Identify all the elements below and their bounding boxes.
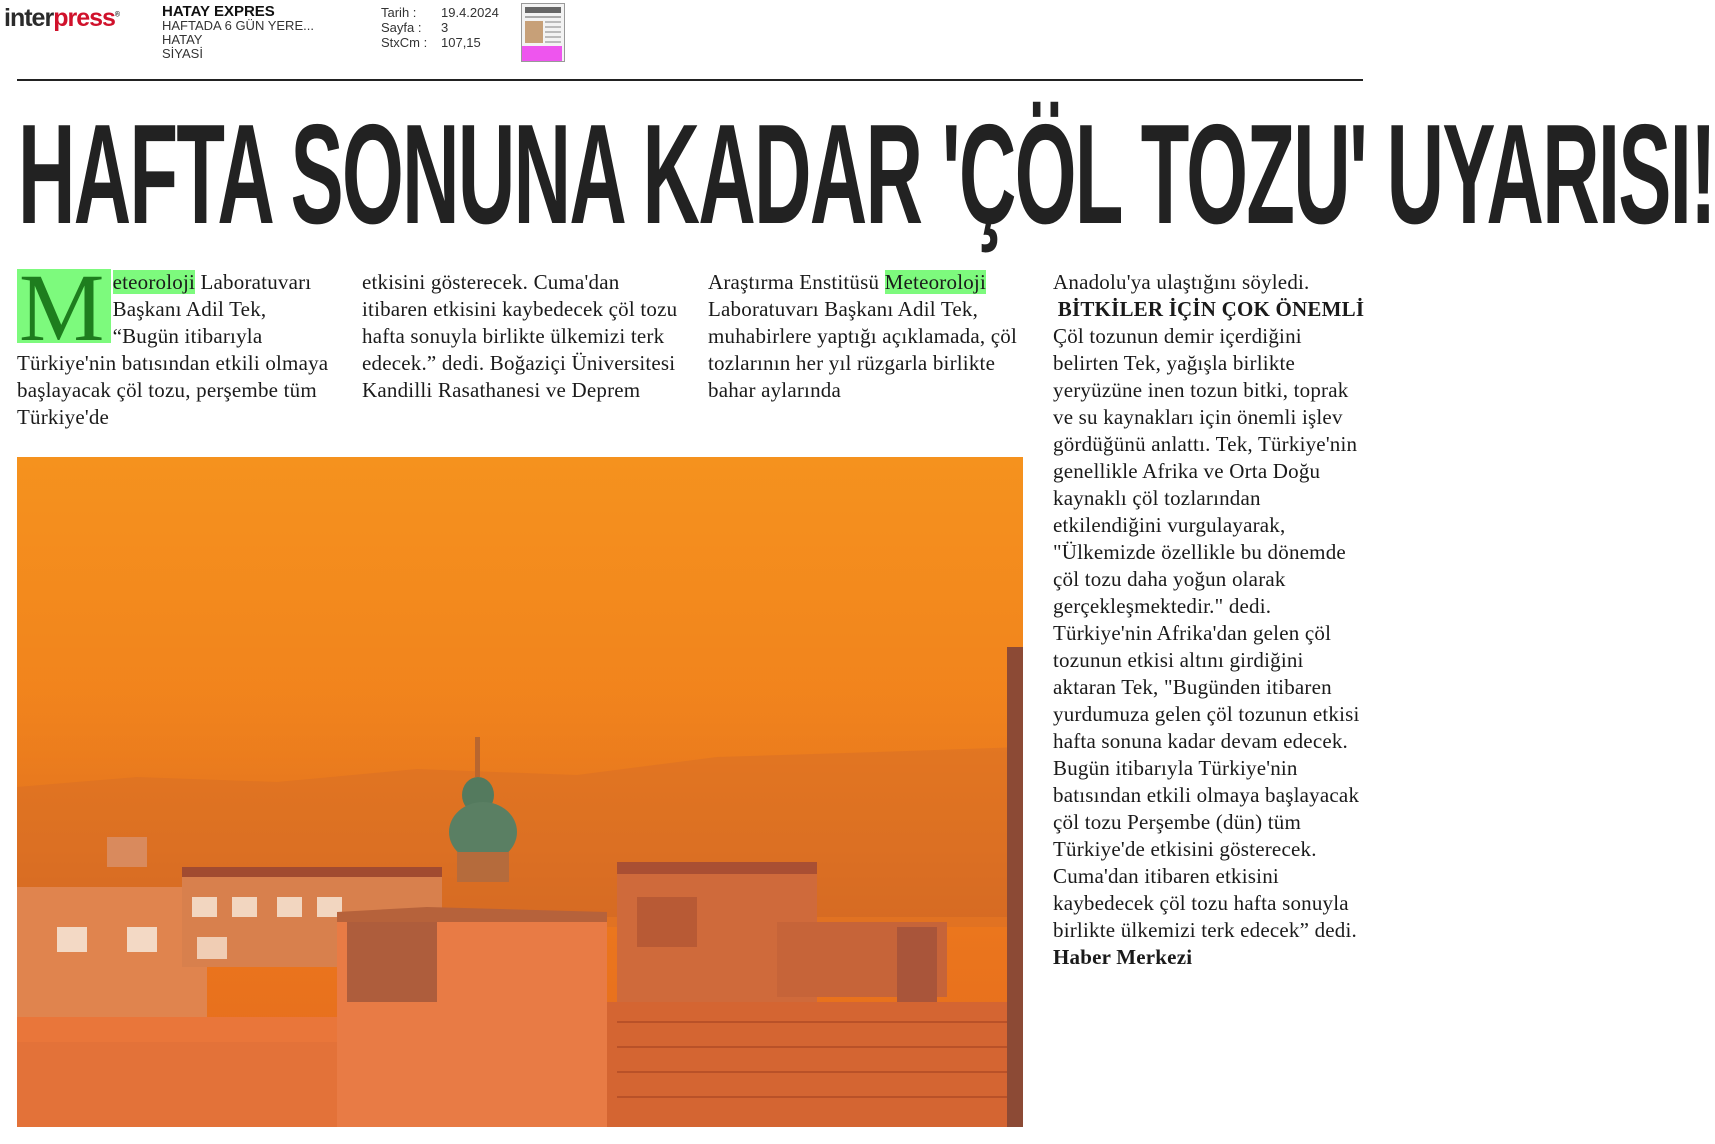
highlighted-keyword: eteoroloji xyxy=(112,270,196,294)
column-1-paragraph xyxy=(17,254,337,431)
header-divider xyxy=(17,79,1363,81)
article-column-4 xyxy=(1053,269,1369,971)
article-column-2 xyxy=(362,269,682,404)
column-4-body: Çöl tozunun demir içerdiğini belirten Tek, yağışla birlikte yeryüzüne inen tozun bitki, toprak ve su kaynakları için önemli işlev gördüğünü anlattı. Tek, Türkiye'nin genellikle Afrika ve Orta Doğu kaynaklı çöl tozlarından etkilendiğini vurgulayarak, "Ülkemizde özellikle bu dönemde çöl tozu daha yoğun olarak gerçekleşmektedir." dedi. Türkiye'nin Afrika'dan gelen çöl tozunun etkisi altını girdiğini aktaran Tek, "Bugünden itibaren yurdumuza gelen çöl tozunun etkisi hafta sonuna kadar devam edecek. Bugün itibarıyla Türkiye'nin batısından etkili olmaya başlayacak çöl tozu Perşembe (dün) tüm Türkiye'de etkisini gösterecek. Cuma'dan itibaren etkisini kaybedecek çöl tozu hafta sonuyla birlikte ülkemizi terk edecek” dedi. xyxy=(1053,324,1360,942)
logo-main-text: inter xyxy=(4,4,54,32)
article-headline: HAFTA SONUNA KADAR 'ÇÖL TOZU' UYARISI! xyxy=(18,95,1715,254)
meta-stxcm-value: 107,15 xyxy=(441,35,481,50)
column-3-text-before: Araştırma Enstitüsü xyxy=(708,270,885,294)
column-4-lead: Anadolu'ya ulaştığını söyledi. xyxy=(1053,270,1310,294)
column-3-text-after: Laboratuvarı Başkanı Adil Tek, muhabirlere yaptığı açıklamada, çöl tozlarının her yıl rüzgarla birlikte bahar aylarında xyxy=(708,297,1018,402)
column-1-text: Laboratuvarı Başkanı Adil Tek, “Bugün itibarıyla Türkiye'nin batısından etkili olmaya başlayacak çöl tozu, perşembe tüm Türkiye'de xyxy=(17,270,329,429)
meta-stxcm-label: StxCm : xyxy=(381,35,428,50)
publication-frequency: HAFTADA 6 GÜN YERE... xyxy=(162,18,314,33)
dust-storm-photo xyxy=(17,457,1023,1127)
subheading: BİTKİLER İÇİN ÇOK ÖNEMLİ xyxy=(1057,297,1365,321)
meta-date-row xyxy=(381,5,499,20)
publication-region: HATAY xyxy=(162,32,203,47)
clipping-meta xyxy=(381,5,499,50)
column-2-text: etkisini gösterecek. Cuma'dan itibaren etkisini kaybedecek çöl tozu hafta sonuyla birlikte ülkemizi terk edecek.” dedi. Boğaziçi Üniversitesi Kandilli Rasathanesi ve Deprem xyxy=(362,270,678,402)
publication-category: SİYASİ xyxy=(162,46,203,61)
logo-accent-text: press xyxy=(53,4,115,32)
drop-cap: M xyxy=(17,269,111,343)
meta-page-value: 3 xyxy=(441,20,449,35)
meta-page-label: Sayfa : xyxy=(381,20,422,35)
meta-stxcm-row xyxy=(381,35,499,50)
page-thumbnail[interactable] xyxy=(521,3,565,62)
meta-date-value: 19.4.2024 xyxy=(441,5,499,20)
publication-info xyxy=(162,5,314,61)
meta-page-row xyxy=(381,20,499,35)
logo-registered-mark: ® xyxy=(114,11,120,19)
highlighted-keyword: Meteoroloji xyxy=(884,270,987,294)
publication-name: HATAY EXPRES xyxy=(162,3,275,20)
interpress-logo xyxy=(4,4,119,33)
article-column-1 xyxy=(17,254,337,431)
meta-date-label: Tarih : xyxy=(381,5,417,20)
column-3-paragraph xyxy=(708,269,1028,404)
byline: Haber Merkezi xyxy=(1053,945,1193,969)
article-column-3 xyxy=(708,269,1028,404)
